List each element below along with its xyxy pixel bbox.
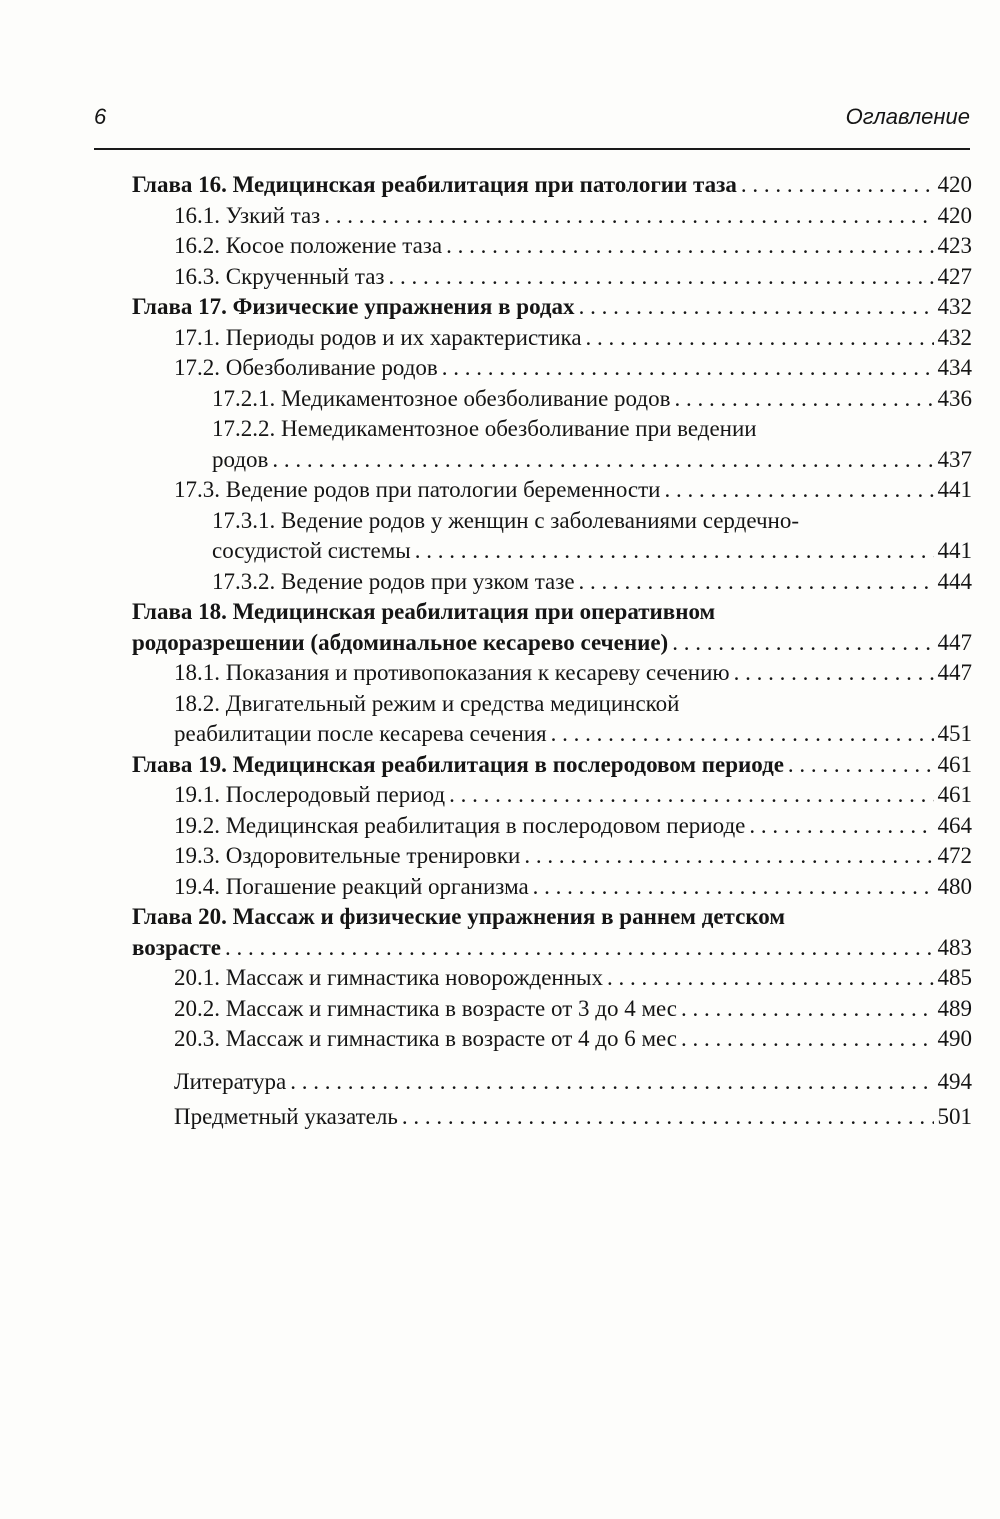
toc-title: 19.4. Погашение реакций организма (174, 873, 529, 899)
toc-title: 19.2. Медицинская реабилитация в послеродовом периоде (174, 812, 746, 838)
dot-leader (324, 201, 933, 232)
toc-title: Предметный указатель (174, 1104, 398, 1129)
toc-page: 444 (937, 568, 972, 594)
toc-section-20-3[interactable] (132, 1024, 972, 1055)
dot-leader (272, 445, 933, 476)
toc-page: 461 (937, 751, 972, 777)
toc-section-19-3[interactable] (132, 841, 972, 872)
toc-section-16-2[interactable] (132, 231, 972, 262)
toc-section-17-2[interactable] (132, 353, 972, 384)
dot-leader (225, 933, 933, 964)
toc-page: 427 (937, 263, 972, 289)
toc-page: 490 (937, 1026, 972, 1051)
toc-section-17-3[interactable] (132, 475, 972, 506)
dot-leader (749, 811, 933, 842)
toc-section-18-1[interactable] (132, 658, 972, 689)
dot-leader (533, 872, 934, 903)
toc-page: 423 (937, 233, 972, 258)
toc-title: 17.2.2. Немедикаментозное обезболивание при ведении (212, 416, 757, 441)
toc-section-17-1[interactable] (132, 323, 972, 354)
toc-title-continued: родов (212, 446, 269, 472)
toc-page: 420 (937, 172, 972, 197)
toc-page: 432 (937, 324, 972, 350)
toc-title-continued: сосудистой системы (212, 538, 411, 563)
dot-leader (586, 323, 934, 354)
dot-leader (415, 536, 934, 567)
table-of-contents (132, 170, 972, 1133)
page-number: 6 (94, 104, 107, 129)
dot-leader (664, 475, 933, 506)
toc-page: 441 (937, 477, 972, 502)
toc-title-continued: возрасте (132, 934, 222, 960)
dot-leader (741, 170, 934, 201)
toc-title: 16.1. Узкий таз (174, 202, 321, 228)
toc-page: 494 (937, 1068, 972, 1094)
toc-page: 437 (937, 446, 972, 472)
toc-title: Глава 18. Медицинская реабилитация при оперативном (132, 599, 716, 624)
toc-section-19-4[interactable] (132, 872, 972, 903)
toc-section-17-3-1[interactable] (132, 506, 972, 567)
header-rule (94, 148, 970, 150)
toc-section-17-2-1[interactable] (132, 384, 972, 415)
dot-leader (579, 567, 934, 598)
toc-section-18-2[interactable] (132, 689, 972, 750)
toc-title: 20.3. Массаж и гимнастика в возрасте от 4 до 6 мес (174, 1026, 678, 1051)
toc-title: Глава 20. Массаж и физические упражнения в раннем детском (132, 904, 786, 929)
toc-section-17-3-2[interactable] (132, 567, 972, 598)
toc-page: 489 (937, 995, 972, 1021)
dot-leader (734, 658, 934, 689)
toc-title: Глава 16. Медицинская реабилитация при патологии таза (132, 172, 737, 197)
toc-title: 17.2.1. Медикаментозное обезболивание родов (212, 385, 671, 411)
toc-title: Глава 19. Медицинская реабилитация в послеродовом периоде (132, 751, 784, 777)
toc-chapter-18[interactable] (132, 597, 972, 658)
dot-leader (579, 292, 934, 323)
toc-page: 472 (937, 843, 972, 868)
toc-page: 434 (937, 355, 972, 380)
dot-leader (524, 841, 933, 872)
toc-title: 16.3. Скрученный таз (174, 263, 385, 289)
dot-leader (402, 1102, 934, 1133)
toc-title: 18.1. Показания и противопоказания к кесареву сечению (174, 660, 730, 685)
dot-leader (389, 262, 934, 293)
toc-title: 20.2. Массаж и гимнастика в возрасте от 3 до 4 мес (174, 995, 678, 1021)
toc-chapter-16[interactable] (132, 170, 972, 201)
dot-leader (290, 1067, 933, 1098)
toc-page: 420 (937, 202, 972, 228)
dot-leader (681, 994, 933, 1025)
toc-title: 17.3.1. Ведение родов у женщин с заболеваниями сердечно- (212, 507, 799, 533)
toc-title: 18.2. Двигательный режим и средства медицинской (174, 690, 680, 716)
toc-title: 19.1. Послеродовый период (174, 782, 446, 807)
toc-page: 501 (937, 1104, 972, 1129)
toc-page: 480 (937, 873, 972, 899)
dot-leader (607, 963, 934, 994)
toc-chapter-20[interactable] (132, 902, 972, 963)
toc-page: 432 (937, 294, 972, 319)
toc-section-20-2[interactable] (132, 994, 972, 1025)
toc-page: 451 (937, 721, 972, 746)
toc-title-continued: реабилитации после кесарева сечения (174, 721, 547, 746)
running-title: Оглавление (845, 104, 970, 129)
dot-leader (672, 628, 933, 659)
toc-title: 17.3.2. Ведение родов при узком тазе (212, 568, 575, 594)
toc-page: 461 (937, 782, 972, 807)
toc-title: 19.3. Оздоровительные тренировки (174, 843, 521, 868)
toc-title: 17.3. Ведение родов при патологии беременности (174, 477, 661, 502)
toc-page: 447 (937, 660, 972, 685)
toc-page: 441 (937, 538, 972, 563)
toc-section-19-2[interactable] (132, 811, 972, 842)
dot-leader (449, 780, 933, 811)
toc-section-20-1[interactable] (132, 963, 972, 994)
toc-title: 16.2. Косое положение таза (174, 233, 443, 258)
toc-title-continued: родоразрешении (абдоминальное кесарево сечение) (132, 629, 669, 655)
toc-chapter-19[interactable] (132, 750, 972, 781)
toc-page: 483 (937, 934, 972, 960)
toc-section-17-2-2[interactable] (132, 414, 972, 475)
toc-literature[interactable] (132, 1067, 972, 1098)
dot-leader (442, 353, 934, 384)
page-header (94, 104, 970, 144)
toc-title: Литература (174, 1068, 287, 1094)
toc-page: 447 (937, 629, 972, 655)
toc-section-16-1[interactable] (132, 201, 972, 232)
toc-title: 17.1. Периоды родов и их характеристика (174, 324, 582, 350)
toc-page: 436 (937, 385, 972, 411)
dot-leader (681, 1024, 933, 1055)
dot-leader (551, 719, 934, 750)
dot-leader (446, 231, 933, 262)
toc-subject-index[interactable] (132, 1102, 972, 1133)
dot-leader (674, 384, 933, 415)
toc-page: 464 (937, 812, 972, 838)
toc-section-16-3[interactable] (132, 262, 972, 293)
toc-page: 485 (937, 965, 972, 990)
toc-chapter-17[interactable] (132, 292, 972, 323)
toc-section-19-1[interactable] (132, 780, 972, 811)
toc-title: 20.1. Массаж и гимнастика новорожденных (174, 965, 603, 990)
dot-leader (788, 750, 934, 781)
toc-title: 17.2. Обезболивание родов (174, 355, 438, 380)
toc-title: Глава 17. Физические упражнения в родах (132, 294, 575, 319)
